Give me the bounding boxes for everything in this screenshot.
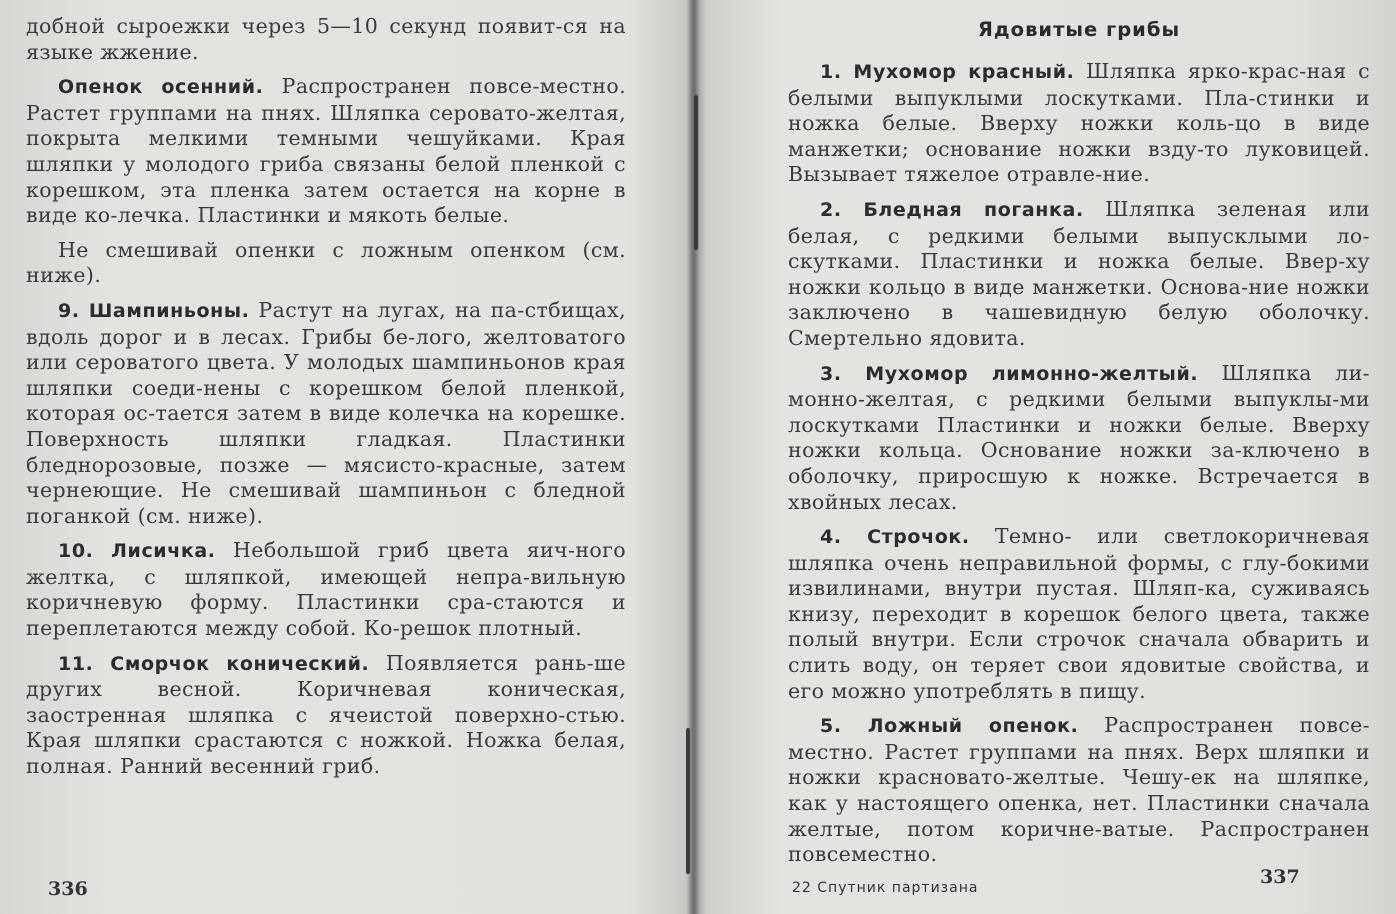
entry-heading: Опенок осенний.: [58, 76, 264, 99]
entry-text: Шляпка зеленая или белая, с редкими белыми выпусклыми ло-скутками. Пластинки и ножка белые. Ввер-ху ножки кольцо в виде манжетки. Основа-ние ножки заключено в чашевидную белую оболочку. Смертельно ядовита.: [788, 196, 1370, 350]
mushroom-entry: [788, 197, 1370, 352]
mushroom-entry: [788, 361, 1370, 516]
mushroom-entry: [788, 713, 1370, 868]
paragraph-text: Не смешивай опенки с ложным опенком (см. ниже).: [26, 237, 626, 288]
entry-text: Появляется рань-ше других весной. Коричневая коническая, заостренная шляпка с ячеистой поверхно-стью. Края шляпки срастаются с ножкой. Ножка белая, полная. Ранний весенний гриб.: [26, 650, 626, 779]
binding-thread: [694, 95, 698, 250]
page-number: 337: [1260, 866, 1300, 888]
mushroom-entry: [26, 298, 626, 529]
paragraph-text: добной сыроежки через 5—10 секунд появит-ся на языке жжение.: [26, 14, 626, 64]
entry-text: Распространен повсе-местно. Растет группами на пнях. Шляпка серовато-желтая, покрыта мелкими темными чешуйками. Края шляпки у молодого гриба связаны белой пленкой с корешком, эта пленка затем остается на корне в виде ко-лечка. Пластинки и мякоть белые.: [26, 74, 626, 228]
page-number: 336: [48, 878, 88, 900]
entry-heading: 5. Ложный опенок.: [820, 715, 1079, 738]
entry-heading: 10. Лисичка.: [58, 540, 216, 563]
left-page: [0, 0, 690, 914]
entry-heading: 4. Строчок.: [820, 526, 970, 549]
right-page: [700, 0, 1396, 914]
entry-heading: 11. Сморчок конический.: [58, 652, 370, 675]
entry-text: Небольшой гриб цвета яич-ного желтка, с шляпкой, имеющей непра-вильную коричневую форму. Пластинки сра-стаются и переплетаются между собой. Ко-решок плотный.: [26, 538, 627, 641]
mushroom-entry: [26, 74, 626, 229]
entry-heading: 1. Мухомор красный.: [820, 61, 1075, 83]
entry-text: Растут на лугах, на па-стбищах, вдоль дорог и в лесах. Грибы бе-лого, желтоватого или сероватого цвета. У молодых шампиньонов края шляпки соеди-нены с корешком белой пленкой, которая ос-тается затем в виде колечка на корешке. Поверхность шляпки гладкая. Пластинки бледнорозовые, позже — мясисто-красные, затем чернеющие. Не смешивай шампиньон с бледной поганкой (см. ниже).: [26, 297, 626, 528]
entry-text: Распространен повсе-местно. Растет группами на пнях. Верх шляпки и ножки красновато-желтые. Чешу-ек на шляпке, как у настоящего опенка, нет. Пластинки сначала желтые, потом коричне-ватые. Распространен повсеместно.: [788, 713, 1370, 867]
mushroom-entry: [788, 524, 1370, 704]
entry-heading: 3. Мухомор лимонно-желтый.: [820, 362, 1199, 385]
paragraph: [26, 14, 626, 65]
entry-heading: 9. Шампиньоны.: [58, 299, 250, 322]
mushroom-entry: [788, 59, 1370, 188]
right-page-text: [788, 16, 1370, 877]
warning-note: [26, 238, 626, 289]
left-page-text: [26, 14, 626, 789]
mushroom-entry: [26, 538, 626, 641]
entry-text: Темно- или светлокоричневая шляпка очень неправильной формы, с глу-бокими извилинами, внутри пустая. Шляп-ка, суживаясь книзу, переходит в корешок белого цвета, также полый внутри. Если строчок сначала обварить и слить воду, он теряет свои ядовитые свойства, и его можно употреблять в пищу.: [788, 524, 1370, 703]
printer-signature: 22 Спутник партизана: [792, 880, 979, 896]
section-title: Ядовитые грибы: [977, 18, 1181, 41]
entry-heading: 2. Бледная поганка.: [820, 198, 1084, 221]
entry-text: Шляпка ли-монно-желтая, с редкими белыми выпуклы-ми лоскутками Пластинки и ножки белые. Вверху ножки кольца. Основание ножки за-ключено в оболочку, приросшую к ножке. Встречается в хвойных лесах.: [788, 360, 1370, 514]
mushroom-entry: [26, 651, 626, 780]
entry-text: Шляпка ярко-крас-ная с белыми выпуклыми лоскутками. Пла-стинки и ножка белые. Вверху ножки коль-цо в виде манжетки; основание ножки взду-то луковицей. Вызывает тяжелое отравле-ние.: [788, 59, 1370, 187]
